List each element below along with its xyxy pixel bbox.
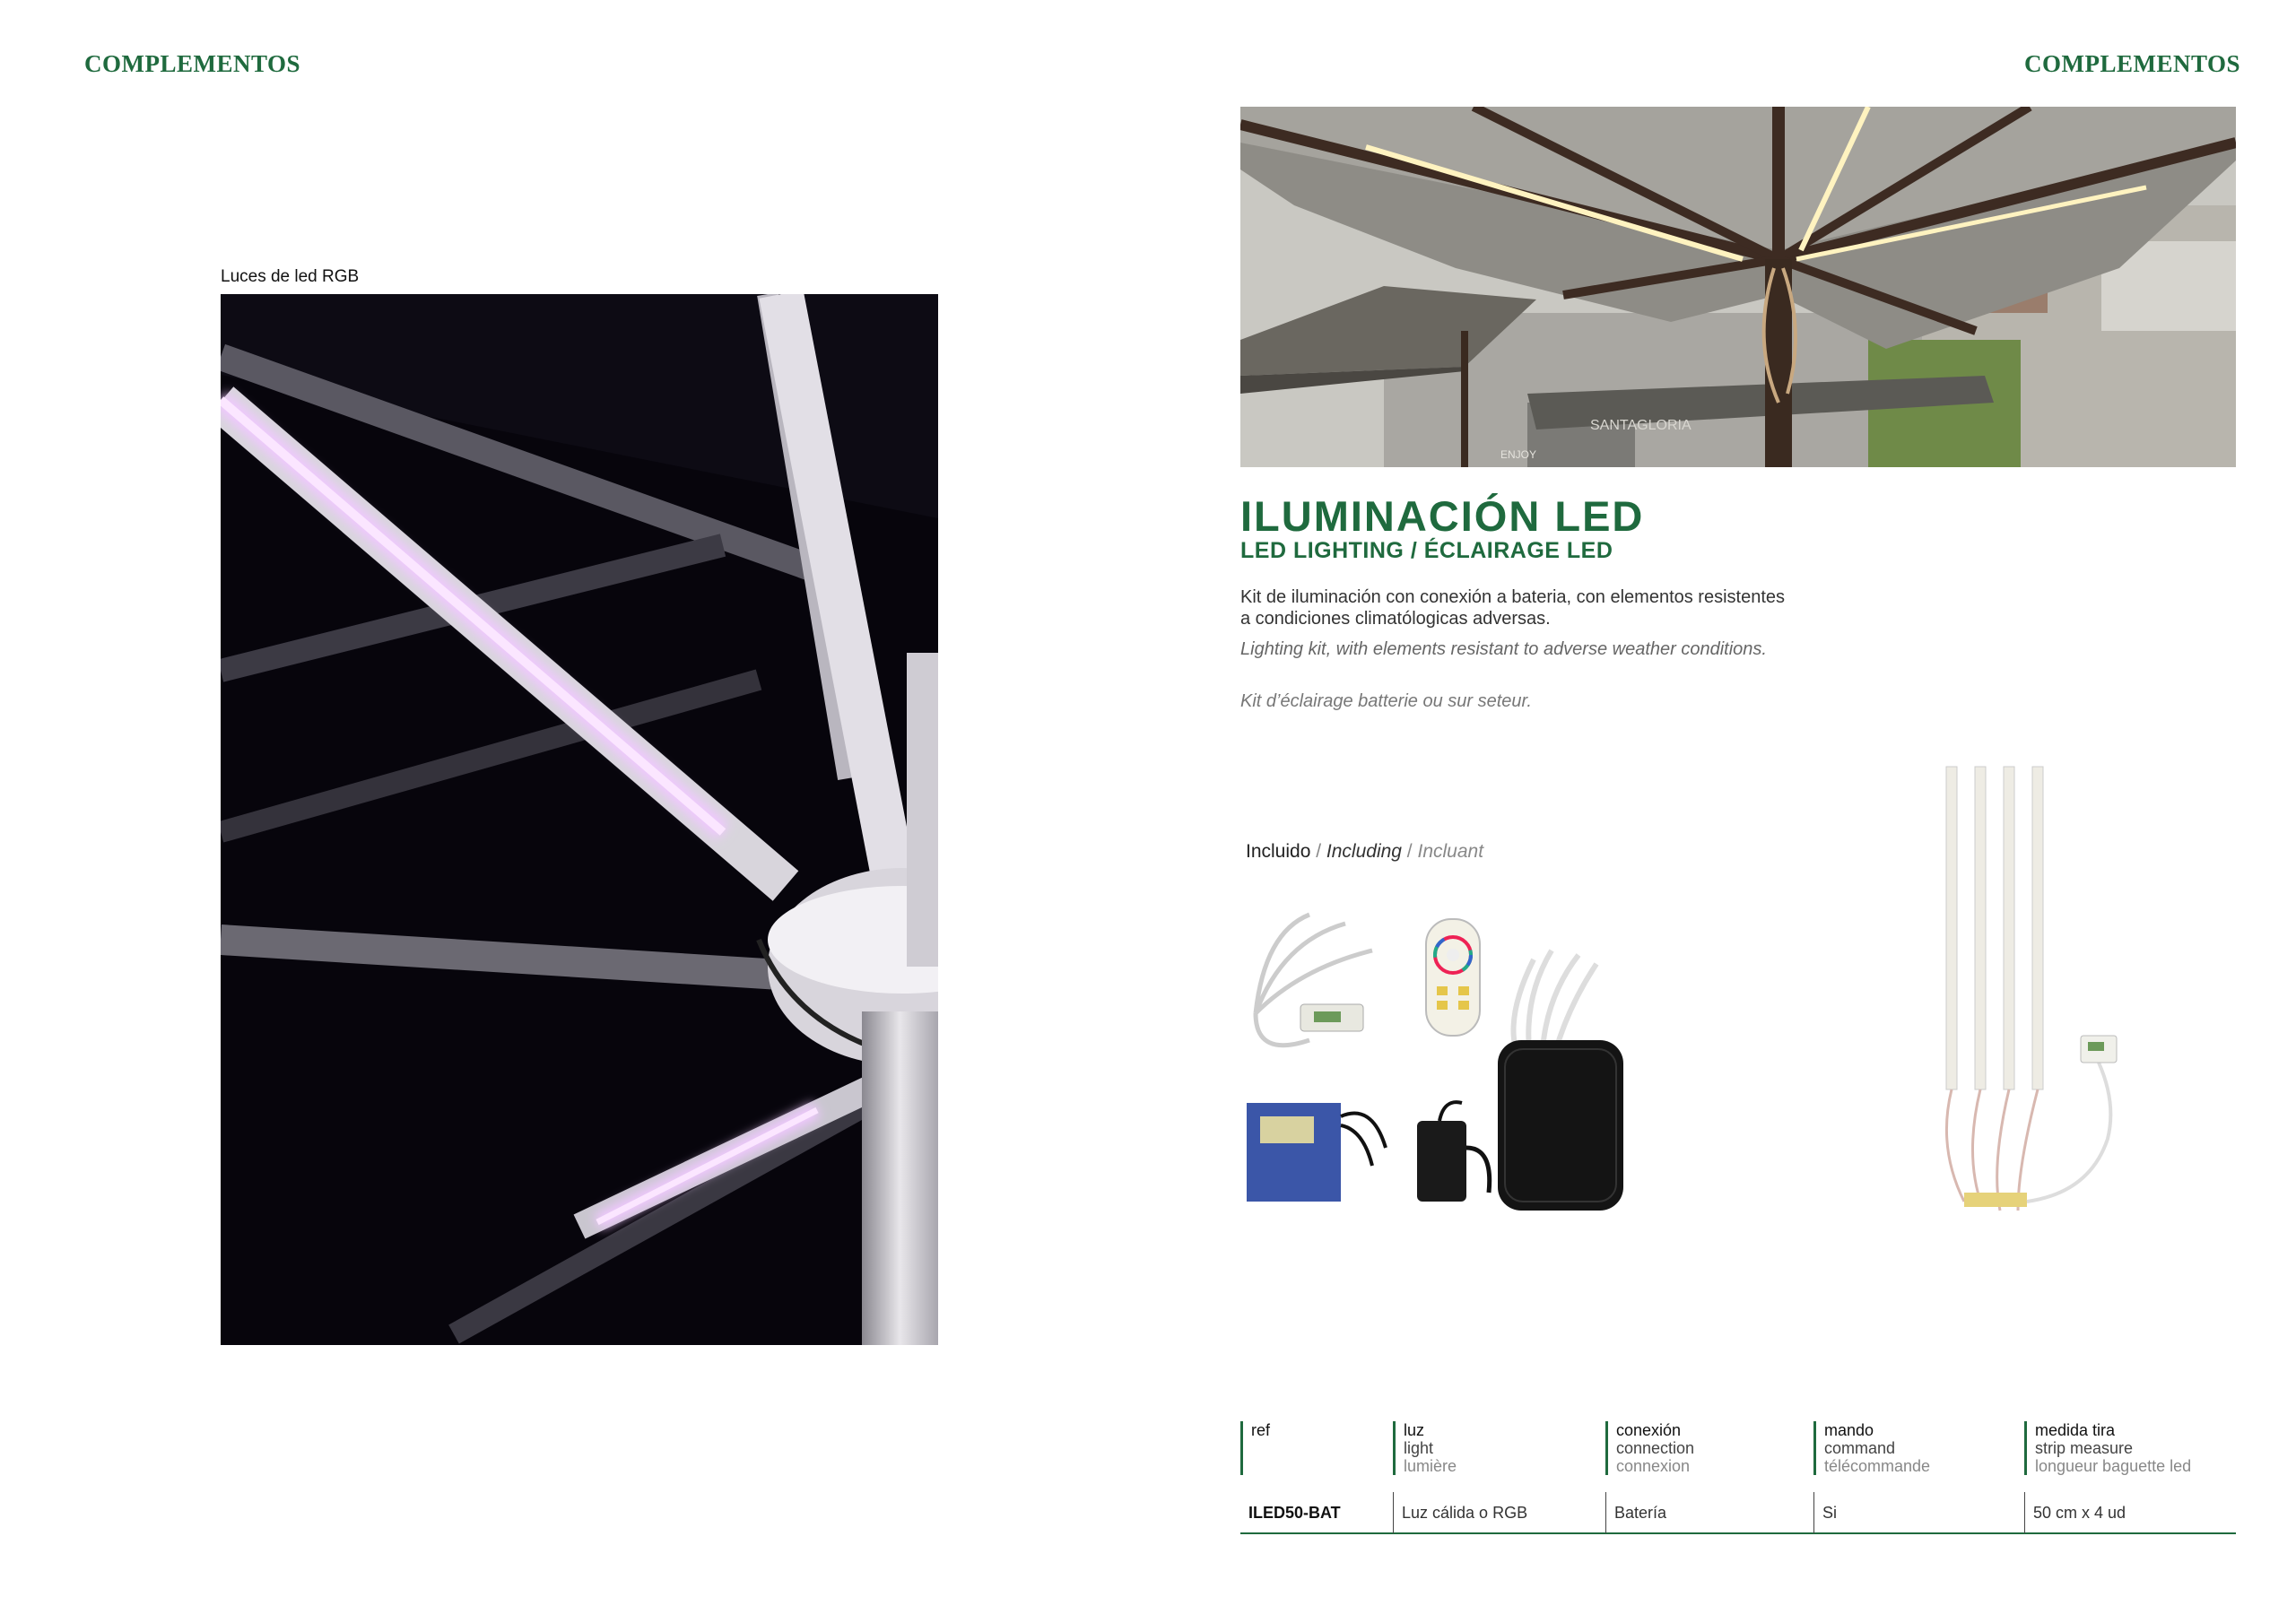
description-fr: Kit d’éclairage batterie ou sur seteur. xyxy=(1240,691,1532,711)
power-adapter-image xyxy=(1417,1102,1490,1202)
header-strip-fr: longueur baguette led xyxy=(2035,1457,2192,1475)
storefront-door-sign: ENJOY xyxy=(1500,448,1537,461)
header-light-fr: lumière xyxy=(1404,1457,1457,1475)
included-en: Including xyxy=(1326,841,1402,862)
page-header-right: COMPLEMENTOS xyxy=(2023,50,2240,77)
header-ref xyxy=(1240,1421,1393,1475)
splitter-cable-image xyxy=(1256,915,1372,1046)
cell-strip-measure: 50 cm x 4 ud xyxy=(2024,1492,2236,1533)
led-strips-image xyxy=(1928,762,2161,1237)
included-label xyxy=(1246,841,1483,863)
included-kit-photos xyxy=(1238,879,1704,1237)
product-title: ILUMINACIÓN LED xyxy=(1240,492,1645,540)
left-photo-caption: Luces de led RGB xyxy=(221,267,360,286)
header-light xyxy=(1393,1421,1605,1475)
description-es: Kit de iluminación con conexión a bateria, con elementos resistentes a condiciones climatólogicas adversas. xyxy=(1240,587,1786,629)
umbrella-led-illustration xyxy=(1240,107,2236,467)
header-ref-es: ref xyxy=(1251,1421,1271,1439)
header-command-fr: télécommande xyxy=(1824,1457,1931,1475)
spec-table xyxy=(1240,1421,2236,1534)
rgb-led-umbrella-photo xyxy=(221,294,938,1345)
description-en: Lighting kit, with elements resistant to adverse weather conditions. xyxy=(1240,639,1767,659)
rgb-led-photo-illustration xyxy=(221,294,938,1345)
header-connection-fr: connexion xyxy=(1616,1457,1691,1475)
cell-light: Luz cálida o RGB xyxy=(1393,1492,1605,1533)
umbrella-led-top-photo xyxy=(1240,107,2236,467)
included-sep: / xyxy=(1310,841,1326,862)
storefront-sign: SANTAGLORIA xyxy=(1590,418,1692,433)
header-strip-measure xyxy=(2024,1421,2236,1475)
cell-connection: Batería xyxy=(1605,1492,1813,1533)
table-row xyxy=(1240,1493,2236,1534)
header-command-en: command xyxy=(1824,1439,1896,1457)
product-subtitle: LED LIGHTING / ÉCLAIRAGE LED xyxy=(1240,538,1613,563)
cell-command: Si xyxy=(1813,1492,2024,1533)
header-strip-en: strip measure xyxy=(2035,1439,2134,1457)
carry-bag-image xyxy=(1498,950,1623,1211)
header-connection xyxy=(1605,1421,1813,1475)
included-sep-2: / xyxy=(1401,841,1418,862)
remote-control-image xyxy=(1426,919,1480,1036)
header-command-es: mando xyxy=(1824,1421,1874,1439)
cell-ref: ILED50-BAT xyxy=(1248,1504,1341,1522)
spec-table-header xyxy=(1240,1421,2236,1486)
page-header-left: COMPLEMENTOS xyxy=(84,50,301,77)
header-light-en: light xyxy=(1404,1439,1434,1457)
header-strip-es: medida tira xyxy=(2035,1421,2116,1439)
header-command xyxy=(1813,1421,2024,1475)
header-connection-en: connection xyxy=(1616,1439,1695,1457)
led-strips-illustration xyxy=(1928,762,2161,1237)
battery-pack-image xyxy=(1247,1103,1386,1202)
header-connection-es: conexión xyxy=(1616,1421,1682,1439)
header-light-es: luz xyxy=(1404,1421,1425,1439)
included-es: Incluido xyxy=(1246,841,1311,862)
included-fr: Incluant xyxy=(1417,841,1484,862)
kit-items-illustration xyxy=(1238,879,1704,1237)
